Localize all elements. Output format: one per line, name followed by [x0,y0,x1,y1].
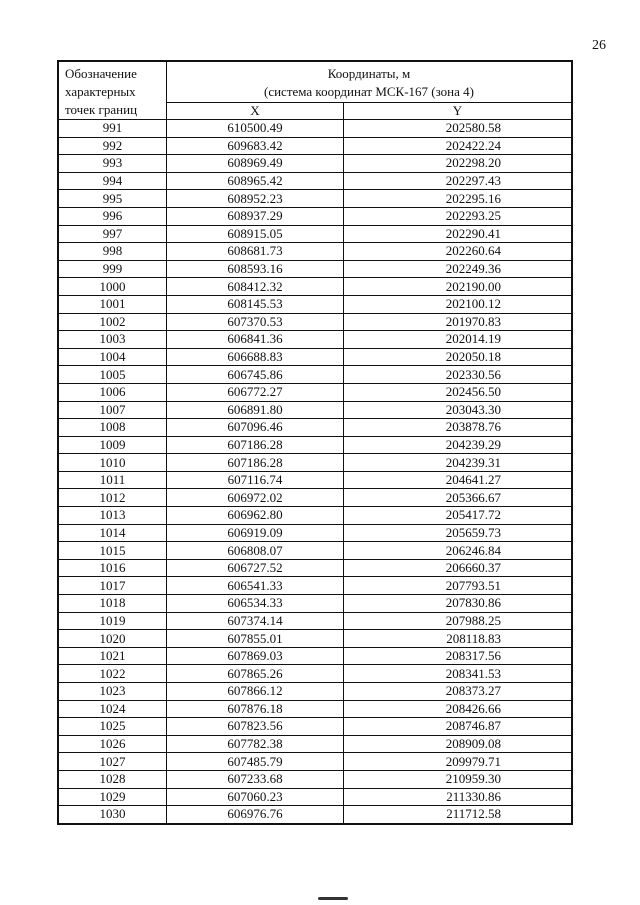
table-row [58,595,572,613]
x-coordinate-cell: 606891.80 [167,401,344,419]
point-id-cell: 1017 [58,577,167,595]
point-id-cell: 1024 [58,700,167,718]
x-coordinate-cell: 607186.28 [167,454,344,472]
y-coordinate-cell: 204239.31 [344,454,573,472]
table-row [58,542,572,560]
table-row [58,454,572,472]
x-coordinate-cell: 606727.52 [167,559,344,577]
table-row [58,788,572,806]
table-row [58,331,572,349]
y-coordinate-cell: 208909.08 [344,735,573,753]
table-row [58,436,572,454]
x-coordinate-cell: 607116.74 [167,471,344,489]
x-coordinate-cell: 606976.76 [167,806,344,824]
y-coordinate-cell: 202293.25 [344,207,573,225]
point-id-cell: 1006 [58,383,167,401]
y-coordinate-cell: 205417.72 [344,507,573,525]
x-coordinate-cell: 608965.42 [167,172,344,190]
table-row [58,190,572,208]
x-coordinate-cell: 607823.56 [167,718,344,736]
table-row [58,683,572,701]
header-line: характерных [65,84,136,99]
y-coordinate-cell: 206246.84 [344,542,573,560]
y-coordinate-cell: 207793.51 [344,577,573,595]
table-row [58,753,572,771]
point-id-cell: 1026 [58,735,167,753]
table-row [58,313,572,331]
table-row [58,120,572,138]
y-coordinate-cell: 202290.41 [344,225,573,243]
table-row [58,278,572,296]
table-row [58,612,572,630]
x-column-header: X [167,103,344,120]
y-coordinate-cell: 210959.30 [344,770,573,788]
point-id-cell: 1027 [58,753,167,771]
point-id-cell: 1022 [58,665,167,683]
x-coordinate-cell: 609683.42 [167,137,344,155]
table-row [58,137,572,155]
y-coordinate-cell: 202295.16 [344,190,573,208]
table-row [58,348,572,366]
header-line: Обозначение [65,66,137,81]
table-row [58,577,572,595]
x-coordinate-cell: 610500.49 [167,120,344,138]
coordinates-header [167,61,573,103]
x-coordinate-cell: 607782.38 [167,735,344,753]
point-id-cell: 1020 [58,630,167,648]
x-coordinate-cell: 606688.83 [167,348,344,366]
table-row [58,419,572,437]
point-id-cell: 1025 [58,718,167,736]
x-coordinate-cell: 608681.73 [167,243,344,261]
y-coordinate-cell: 203878.76 [344,419,573,437]
y-coordinate-cell: 211712.58 [344,806,573,824]
y-coordinate-cell: 208341.53 [344,665,573,683]
y-coordinate-cell: 202050.18 [344,348,573,366]
y-coordinate-cell: 211330.86 [344,788,573,806]
point-id-cell: 1028 [58,770,167,788]
x-coordinate-cell: 607186.28 [167,436,344,454]
point-id-cell: 995 [58,190,167,208]
point-id-cell: 1001 [58,295,167,313]
table-row [58,366,572,384]
point-id-cell: 1023 [58,683,167,701]
table-row [58,260,572,278]
table-row [58,471,572,489]
y-coordinate-cell: 207988.25 [344,612,573,630]
x-coordinate-cell: 606534.33 [167,595,344,613]
x-coordinate-cell: 608937.29 [167,207,344,225]
point-id-cell: 1008 [58,419,167,437]
point-id-cell: 993 [58,155,167,173]
table-row [58,700,572,718]
y-coordinate-cell: 204239.29 [344,436,573,454]
y-coordinate-cell: 203043.30 [344,401,573,419]
y-coordinate-cell: 208317.56 [344,647,573,665]
point-id-cell: 1029 [58,788,167,806]
table-row [58,155,572,173]
point-id-cell: 991 [58,120,167,138]
table-row [58,295,572,313]
x-coordinate-cell: 608593.16 [167,260,344,278]
point-id-cell: 1007 [58,401,167,419]
x-coordinate-cell: 607876.18 [167,700,344,718]
table-row [58,243,572,261]
coordinates-table [57,60,573,825]
table-row [58,770,572,788]
table-row [58,735,572,753]
x-coordinate-cell: 606919.09 [167,524,344,542]
y-coordinate-cell: 202190.00 [344,278,573,296]
y-coordinate-cell: 201970.83 [344,313,573,331]
point-id-cell: 1002 [58,313,167,331]
y-coordinate-cell: 205366.67 [344,489,573,507]
x-coordinate-cell: 608412.32 [167,278,344,296]
x-coordinate-cell: 606808.07 [167,542,344,560]
table-row [58,718,572,736]
table-row [58,665,572,683]
x-coordinate-cell: 606541.33 [167,577,344,595]
point-id-cell: 1016 [58,559,167,577]
point-id-cell: 1003 [58,331,167,349]
x-coordinate-cell: 608969.49 [167,155,344,173]
table-header [58,61,572,120]
y-coordinate-cell: 202298.20 [344,155,573,173]
x-coordinate-cell: 607485.79 [167,753,344,771]
y-coordinate-cell: 202580.58 [344,120,573,138]
y-coordinate-cell: 209979.71 [344,753,573,771]
y-coordinate-cell: 206660.37 [344,559,573,577]
point-id-cell: 1019 [58,612,167,630]
point-id-cell: 1021 [58,647,167,665]
x-coordinate-cell: 606745.86 [167,366,344,384]
y-coordinate-cell: 202249.36 [344,260,573,278]
point-id-cell: 1015 [58,542,167,560]
table-row [58,507,572,525]
point-id-cell: 998 [58,243,167,261]
x-coordinate-cell: 606972.02 [167,489,344,507]
x-coordinate-cell: 607370.53 [167,313,344,331]
y-coordinate-cell: 208426.66 [344,700,573,718]
table-row [58,559,572,577]
point-id-cell: 1030 [58,806,167,824]
table-row [58,630,572,648]
y-coordinate-cell: 208373.27 [344,683,573,701]
header-line: точек границ [65,102,138,117]
page-number: 26 [592,38,606,53]
point-label-header [58,61,167,120]
coordinate-system: (система координат МСК-167 (зона 4) [264,84,474,99]
point-id-cell: 1009 [58,436,167,454]
table-row [58,647,572,665]
x-coordinate-cell: 608915.05 [167,225,344,243]
x-coordinate-cell: 608145.53 [167,295,344,313]
point-id-cell: 999 [58,260,167,278]
point-id-cell: 1005 [58,366,167,384]
y-column-header: Y [344,103,573,120]
x-coordinate-cell: 607855.01 [167,630,344,648]
table-row [58,225,572,243]
y-coordinate-cell: 208118.83 [344,630,573,648]
y-coordinate-cell: 202014.19 [344,331,573,349]
y-coordinate-cell: 202422.24 [344,137,573,155]
coordinates-title: Координаты, м [327,66,411,81]
table-row [58,172,572,190]
point-id-cell: 996 [58,207,167,225]
point-id-cell: 1014 [58,524,167,542]
x-coordinate-cell: 608952.23 [167,190,344,208]
table-row [58,806,572,824]
y-coordinate-cell: 205659.73 [344,524,573,542]
table-row [58,524,572,542]
point-id-cell: 1000 [58,278,167,296]
point-id-cell: 1004 [58,348,167,366]
x-coordinate-cell: 606841.36 [167,331,344,349]
y-coordinate-cell: 204641.27 [344,471,573,489]
y-coordinate-cell: 208746.87 [344,718,573,736]
table-row [58,401,572,419]
point-id-cell: 994 [58,172,167,190]
point-id-cell: 1010 [58,454,167,472]
table-row [58,489,572,507]
point-id-cell: 1011 [58,471,167,489]
y-coordinate-cell: 202100.12 [344,295,573,313]
x-coordinate-cell: 607096.46 [167,419,344,437]
x-coordinate-cell: 606772.27 [167,383,344,401]
x-coordinate-cell: 607865.26 [167,665,344,683]
point-id-cell: 992 [58,137,167,155]
y-coordinate-cell: 207830.86 [344,595,573,613]
y-coordinate-cell: 202456.50 [344,383,573,401]
x-coordinate-cell: 607869.03 [167,647,344,665]
y-coordinate-cell: 202330.56 [344,366,573,384]
point-id-cell: 997 [58,225,167,243]
table-body [58,120,572,824]
x-coordinate-cell: 607233.68 [167,770,344,788]
table-row [58,383,572,401]
bottom-mark [318,897,348,900]
point-id-cell: 1018 [58,595,167,613]
table-row [58,207,572,225]
x-coordinate-cell: 607374.14 [167,612,344,630]
y-coordinate-cell: 202260.64 [344,243,573,261]
point-id-cell: 1013 [58,507,167,525]
x-coordinate-cell: 606962.80 [167,507,344,525]
x-coordinate-cell: 607866.12 [167,683,344,701]
y-coordinate-cell: 202297.43 [344,172,573,190]
x-coordinate-cell: 607060.23 [167,788,344,806]
point-id-cell: 1012 [58,489,167,507]
